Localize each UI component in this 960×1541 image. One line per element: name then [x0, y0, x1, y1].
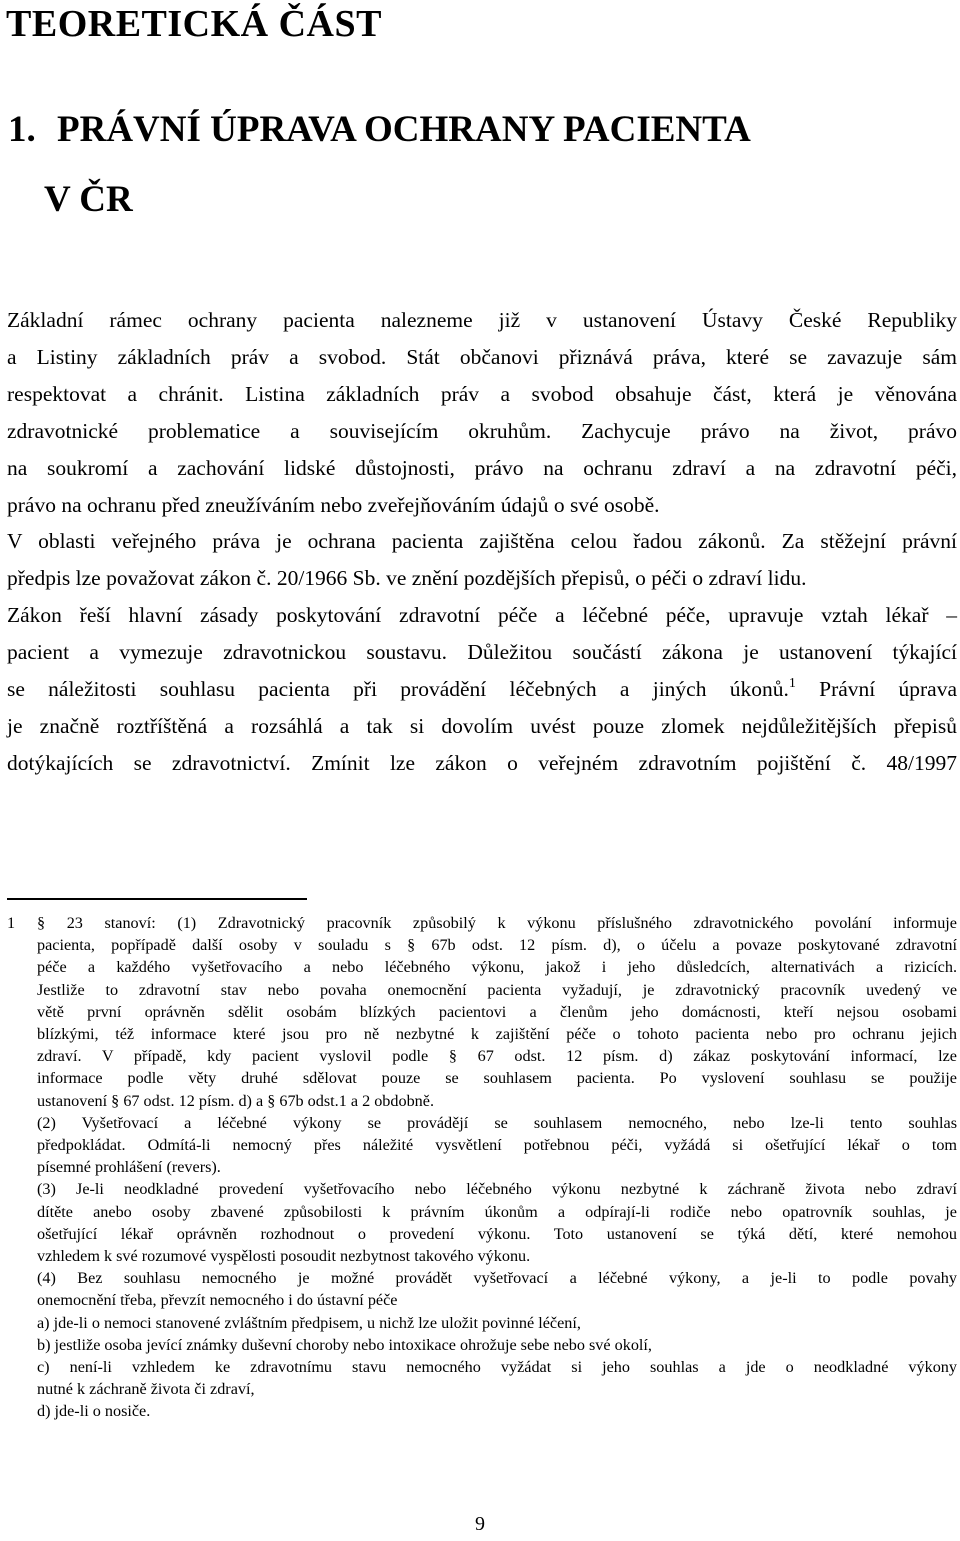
footnote-line: pacienta, popřípadě další osoby v souladu s § 67b odst. 12 písm. d), o účelu a povaze poskytované zdravotní	[37, 936, 957, 955]
chapter-title-line2: V ČR	[44, 179, 133, 220]
footnote-line: péče a každého vyšetřovacího a nebo léčebného výkonu, jakož i jeho důsledcích, alternativách a rizicích.	[37, 958, 957, 977]
section-heading: TEORETICKÁ ČÁST	[6, 3, 382, 45]
body-line: Zákon řeší hlavní zásady poskytování zdravotní péče a léčebné péče, upravuje vztah lékař –	[7, 603, 957, 628]
body-line: a Listiny základních práv a svobod. Stát občanovi přiznává práva, které se zavazuje sám	[7, 344, 957, 369]
footnote-line: předpokládat. Odmítá-li nemocný přes náležité vysvětlení potřebnou péči, vyžádá si ošetřující lékař o tom	[37, 1136, 957, 1155]
footnote-line: větě první oprávněn sdělit osobám blízkých pacientovi a členům jeho domácnosti, kteří nejsou osobami	[37, 1002, 957, 1021]
body-line: V oblasti veřejného práva je ochrana pacienta zajištěna celou řadou zákonů. Za stěžejní právní	[7, 529, 957, 554]
footnote-line: onemocnění třeba, převzít nemocného i do ústavní péče	[37, 1291, 398, 1310]
footnote-line: § 23 stanoví: (1) Zdravotnický pracovník způsobilý k výkonu příslušného zdravotnického povolání informuje	[37, 914, 957, 932]
footnote-line: a) jde-li o nemoci stanovené zvláštním předpisem, u nichž lze uložit povinné léčení,	[37, 1313, 581, 1332]
chapter-number: 1.	[8, 109, 36, 150]
footnote-line: (4) Bez souhlasu nemocného je možné provádět vyšetřovací a léčebné výkony, a je-li to podle povahy	[37, 1269, 957, 1288]
body-line: respektovat a chránit. Listina základních práv a svobod obsahuje část, která je věnována	[7, 381, 957, 406]
footnote-number: 1	[7, 914, 16, 932]
body-line-with-footnote	[7, 671, 957, 708]
chapter-title-line1: PRÁVNÍ ÚPRAVA OCHRANY PACIENTA	[57, 109, 751, 150]
footnote-line: ošetřující lékař oprávněn rozhodnout o provedení výkonu. Toto ustanovení se týká dětí, které nemohou	[37, 1224, 957, 1243]
footnote-reference[interactable]: 1	[788, 676, 796, 692]
footnote-line: vzhledem k své rozumové vyspělosti posoudit nezbytnost takového výkonu.	[37, 1247, 531, 1266]
footnote-line: dítěte anebo osoby zbavené způsobilosti k právním úkonům a odpírají-li rodiče nebo opatrovník souhlas, je	[37, 1202, 957, 1221]
footnote-line: (3) Je-li neodkladné provedení vyšetřovacího nebo léčebného výkonu nezbytné k záchraně života nebo zdraví	[37, 1180, 957, 1199]
footnote-line: zdraví. V případě, kdy pacient vyslovil podle § 67 odst. 12 písm. d) zákaz poskytování informací, lze	[37, 1047, 957, 1066]
footnote-line: c) není-li vzhledem ke zdravotnímu stavu nemocného vyžádat si jeho souhlas a jde o neodkladné výkony	[37, 1358, 957, 1377]
footnote-line: nutné k záchraně života či zdraví,	[37, 1380, 255, 1399]
footnote-text	[37, 912, 957, 1423]
footnote	[7, 912, 957, 1423]
body-line: Právní úprava	[819, 677, 957, 702]
footnote-line: b) jestliže osoba jevící známky duševní choroby nebo intoxikace ohrožuje sebe nebo své okolí,	[37, 1335, 652, 1354]
body-line: předpis lze považovat zákon č. 20/1966 Sb. ve znění pozdějších přepisů, o péči o zdraví lidu.	[7, 566, 807, 591]
page-number: 9	[475, 1513, 485, 1535]
body-paragraph	[7, 302, 957, 782]
footnote-line: Jestliže to zdravotní stav nebo povaha onemocnění pacienta vyžadují, je zdravotnický pracovník uvedený ve	[37, 980, 957, 999]
body-line: dotýkajících se zdravotnictví. Zmínit lze zákon o veřejném zdravotním pojištění č. 48/1997	[7, 750, 957, 775]
footnote-line: písemné prohlášení (revers).	[37, 1158, 221, 1177]
footnote-line: informace podle věty druhé sdělovat pouze se souhlasem pacienta. Po vyslovení souhlasu se použije	[37, 1069, 957, 1088]
body-line: právo na ochranu před zneužíváním nebo zveřejňováním údajů o své osobě.	[7, 492, 660, 517]
footnote-separator	[7, 898, 307, 900]
body-line: zdravotnické problematice a souvisejícím okruhům. Zachycuje právo na život, právo	[7, 418, 957, 443]
body-line: Základní rámec ochrany pacienta nalezneme již v ustanovení Ústavy České Republiky	[7, 308, 957, 332]
body-line: pacient a vymezuje zdravotnickou soustavu. Důležitou součástí zákona je ustanovení týkající	[7, 640, 957, 665]
footnote-line: ustanovení § 67 odst. 12 písm. d) a § 67b odst.1 a 2 obdobně.	[37, 1091, 435, 1110]
body-line: se náležitosti souhlasu pacienta při provádění léčebných a jiných úkonů.	[7, 677, 789, 702]
body-line: na soukromí a zachování lidské důstojnosti, právo na ochranu zdraví a na zdravotní péči,	[7, 455, 957, 480]
body-line: je značně roztříštěná a rozsáhlá a tak si dovolím uvést pouze zlomek nejdůležitějších přepisů	[7, 713, 957, 738]
footnote-line: d) jde-li o nosiče.	[37, 1402, 151, 1421]
chapter-heading	[8, 106, 751, 154]
footnote-line: (2) Vyšetřovací a léčebné výkony se provádějí se souhlasem nemocného, nebo lze-li tento souhlas	[37, 1113, 957, 1132]
footnote-line: blízkými, též informace které jsou pro ně nezbytné k zajištění péče o tohoto pacienta nebo pro ochranu jejich	[37, 1025, 957, 1044]
